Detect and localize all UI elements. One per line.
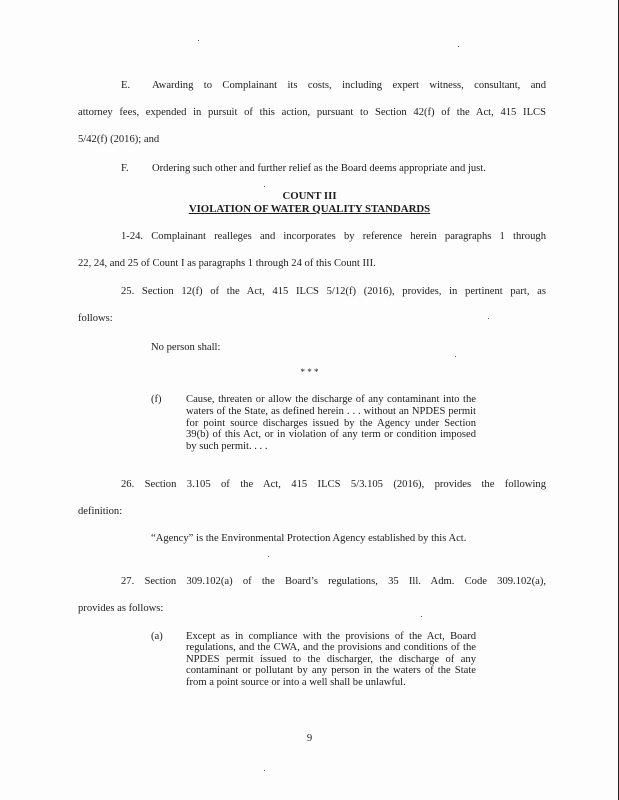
scan-speck <box>264 770 265 771</box>
scan-speck <box>455 356 456 357</box>
scan-speck <box>198 40 199 41</box>
paragraph-26-line-1: 26. Section 3.105 of the Act, 415 ILCS 5/3.105 (2016), provides the following <box>121 479 546 490</box>
paragraph-25-line-1: 25. Section 12(f) of the Act, 415 ILCS 5/12(f) (2016), provides, in pertinent part, as <box>121 286 546 297</box>
paragraph-27-line-2: provides as follows: <box>78 603 164 614</box>
scan-speck <box>458 46 459 47</box>
paragraph-1-24-line-2: 22, 24, and 25 of Count I as paragraphs 1 through 24 of this Count III. <box>78 258 376 269</box>
scan-speck <box>488 318 489 319</box>
item-f-line-1: Ordering such other and further relief as the Board deems appropriate and just. <box>152 163 486 174</box>
item-e-letter: E. <box>121 80 131 91</box>
paragraph-1-24-line-1: 1-24. Complainant realleges and incorporates by reference herein paragraphs 1 through <box>121 231 546 242</box>
agency-definition-quote: “Agency” is the Environmental Protection Agency established by this Act. <box>151 533 467 544</box>
count-subtitle: VIOLATION OF WATER QUALITY STANDARDS <box>188 203 431 215</box>
count-title: COUNT III <box>282 190 337 202</box>
scan-speck <box>268 556 269 557</box>
paragraph-27-line-1: 27. Section 309.102(a) of the Board’s regulations, 35 Ill. Adm. Code 309.102(a), <box>121 576 546 587</box>
page-number: 9 <box>306 733 313 744</box>
item-f-letter: F. <box>121 163 129 174</box>
scan-speck <box>264 186 265 187</box>
item-e-line-3: 5/42(f) (2016); and <box>78 134 160 145</box>
asterisks: * * * <box>300 367 319 377</box>
no-person-shall: No person shall: <box>151 342 221 353</box>
quote-f-text: Cause, threaten or allow the discharge of any contaminant into the waters of the State, as defined herein . . . without an NPDES permit for point source discharges issued by the Agency under Section 39(b) of this Act, or in violation of any term or condition imposed by such permit. . . . <box>186 394 476 453</box>
item-e-line-2: attorney fees, expended in pursuit of this action, pursuant to Section 42(f) of the Act, 415 ILCS <box>78 107 546 118</box>
scan-speck <box>421 616 422 617</box>
quote-a-label: (a) <box>151 631 163 642</box>
quote-a-text: Except as in compliance with the provisions of the Act, Board regulations, and the CWA, and the provisions and conditions of the NPDES permit issued to the discharger, the discharge of any contaminant or pollutant by any person in the waters of the State from a point source or into a well shall be unlawful. <box>186 631 476 688</box>
paragraph-25-line-2: follows: <box>78 313 113 324</box>
quote-f-label: (f) <box>151 394 162 405</box>
item-e-line-1: Awarding to Complainant its costs, including expert witness, consultant, and <box>152 80 546 91</box>
paragraph-26-line-2: definition: <box>78 506 123 517</box>
